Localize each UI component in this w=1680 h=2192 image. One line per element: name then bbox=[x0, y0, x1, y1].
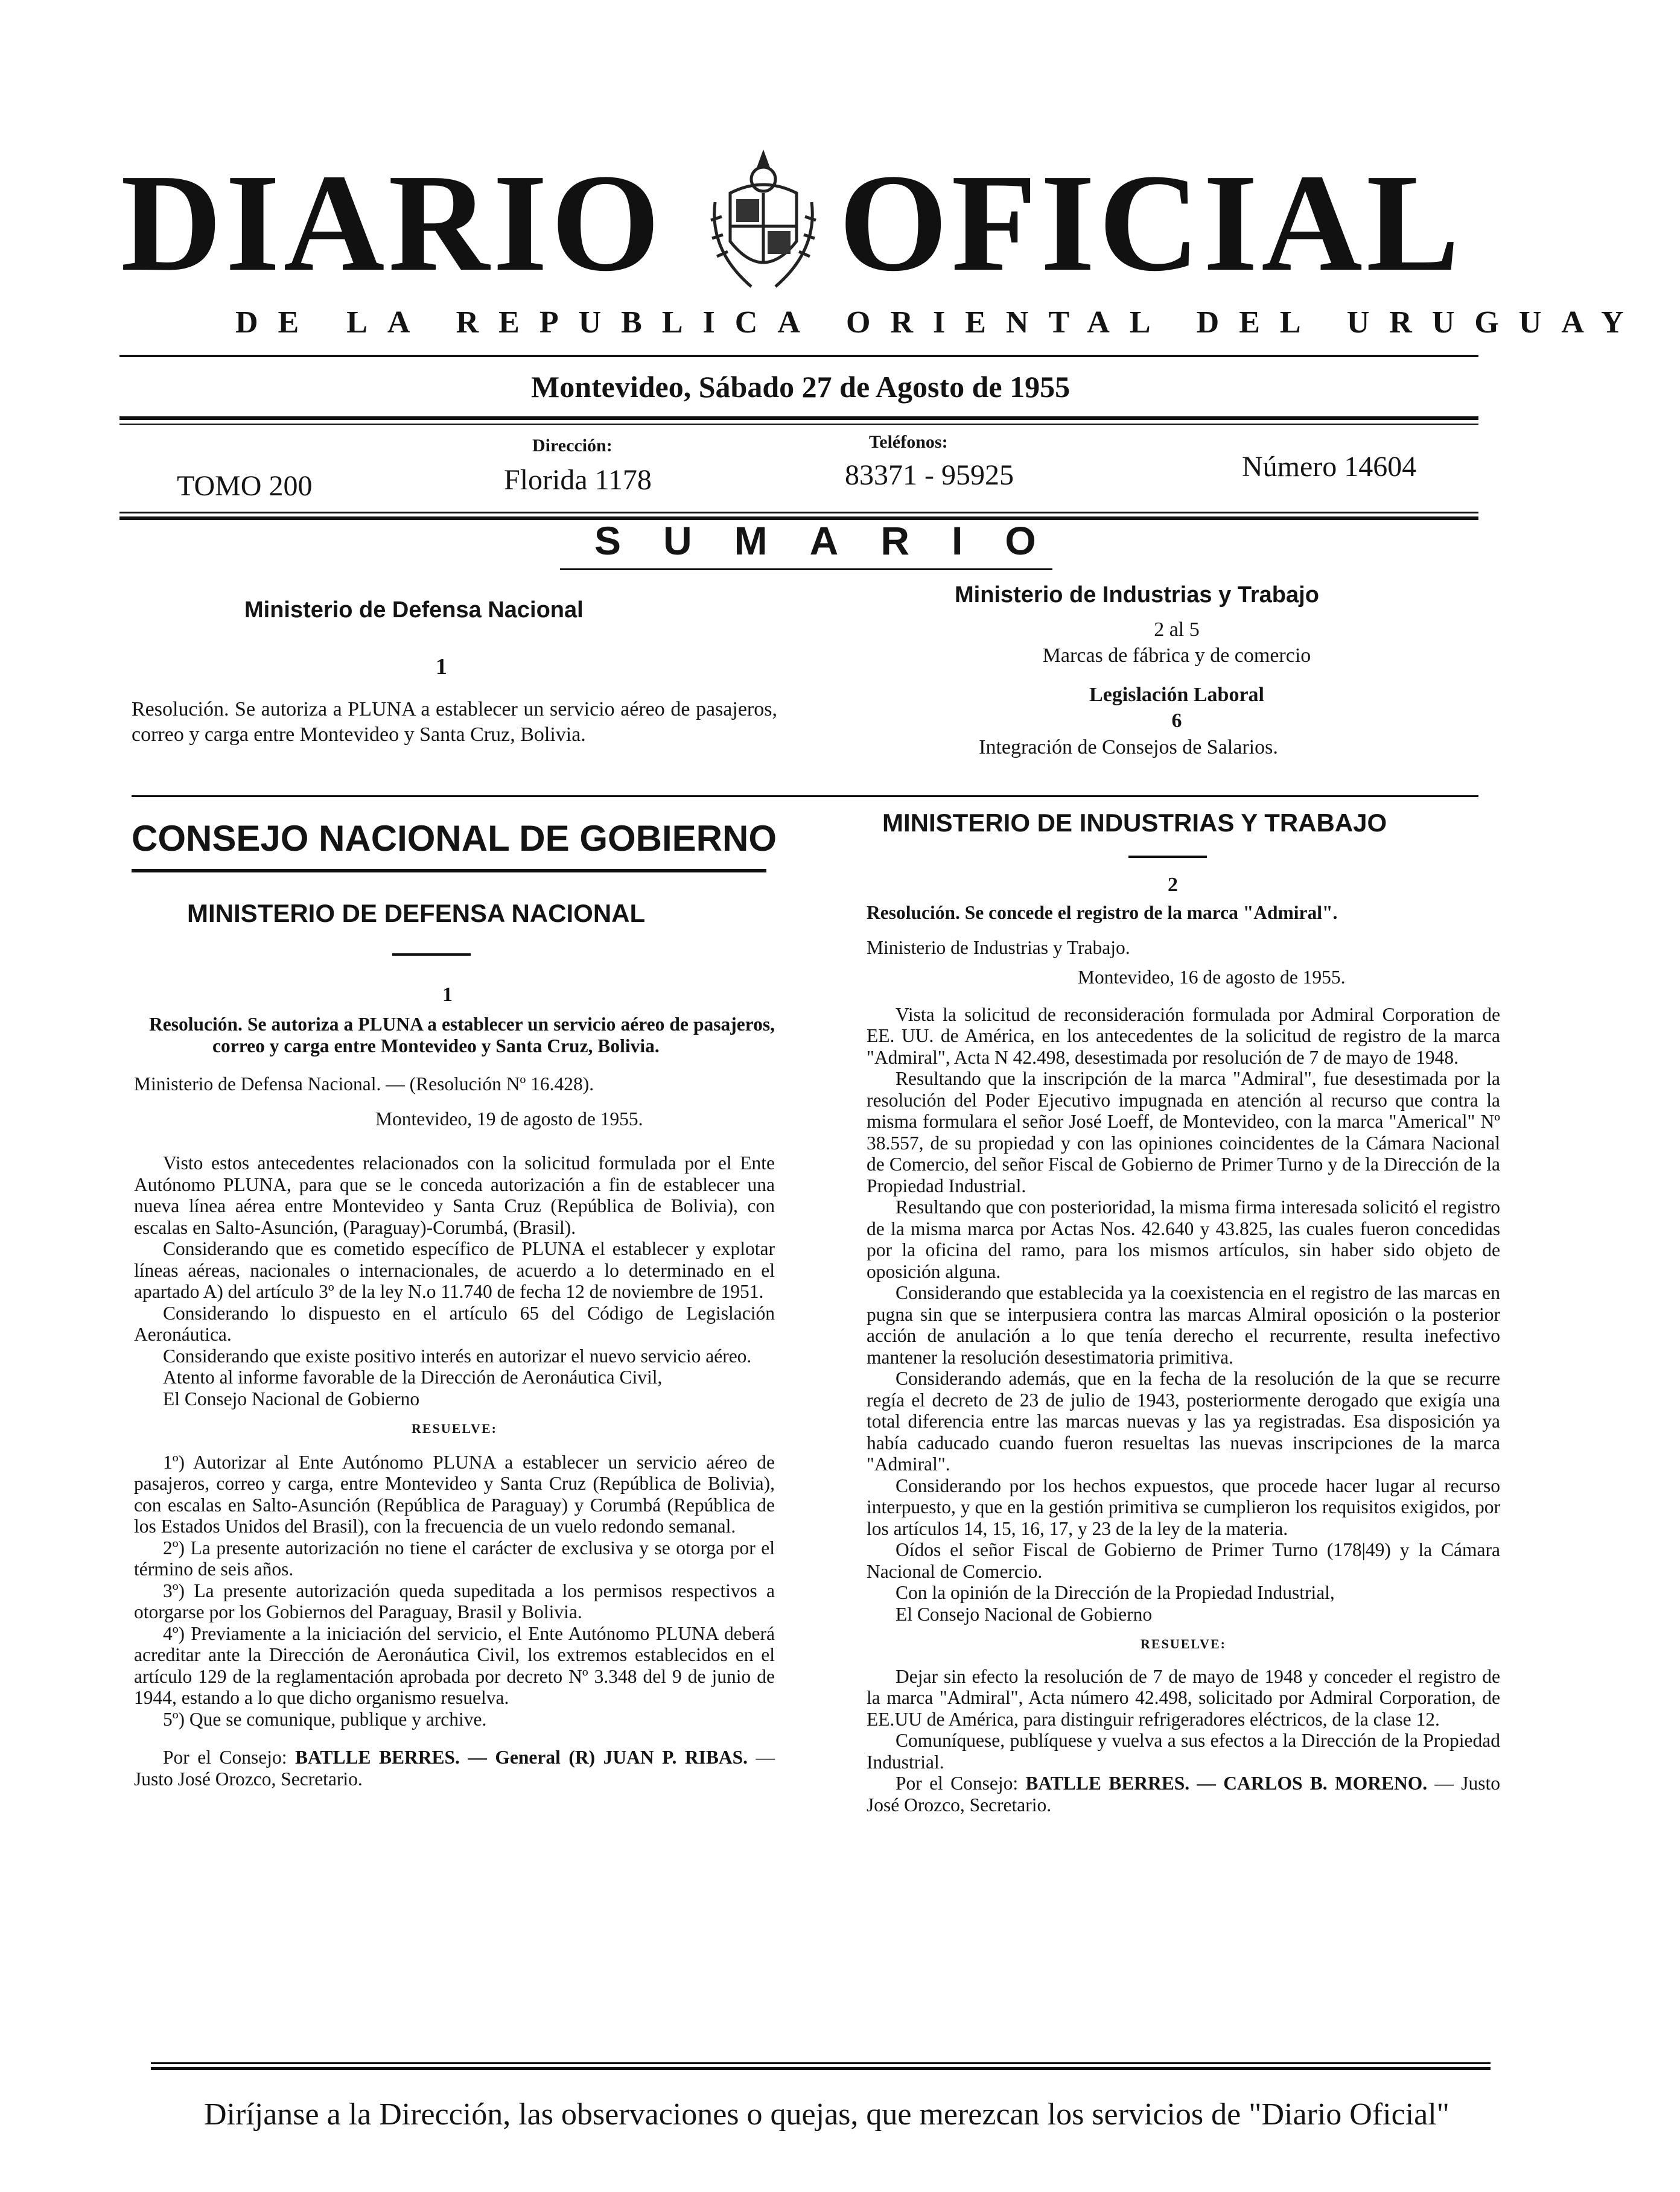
telefonos: 83371 - 95925 bbox=[845, 459, 1014, 491]
summary-legislacion: Legislación Laboral bbox=[1089, 684, 1264, 706]
coat-of-arms-icon bbox=[694, 142, 833, 299]
masthead-subtitle: DE LA REPUBLICA ORIENTAL DEL URUGUAY bbox=[235, 305, 1644, 340]
divider bbox=[151, 2062, 1491, 2064]
summary-numbers-2-5: 2 al 5 bbox=[1154, 618, 1200, 641]
direccion: Florida 1178 bbox=[504, 464, 652, 496]
council-heading: CONSEJO NACIONAL DE GOBIERNO bbox=[132, 818, 777, 859]
decision: Dejar sin efecto la resolución de 7 de mayo de 1948 y conceder el registro de la marca "Admiral", Acta número 42.498, solicitado por Admiral Corporation, de EE.UU de América, para distinguir refrigeradores eléctricos, de la clase 12. bbox=[867, 1665, 1500, 1730]
divider bbox=[560, 568, 1052, 570]
summary-ministry-industrias: Ministerio de Industrias y Trabajo bbox=[955, 582, 1319, 608]
article: 5º) Que se comunique, publique y archive. bbox=[163, 1708, 487, 1730]
signature-names: BATLLE BERRES. — CARLOS B. MORENO. bbox=[1025, 1773, 1428, 1794]
signature-lead: Por el Consejo: bbox=[163, 1747, 287, 1768]
resolution-number-2: 2 bbox=[1168, 874, 1178, 896]
paragraph: Visto estos antecedentes relacionados con la solicitud formulada por el Ente Autónomo PLUNA, para que se le conceda autorización a fin de establecer una nueva línea aérea entre Montevideo y Santa Cruz (República de Bolivia), con escalas en Salto-Asunción, (Paraguay)-Corumbá, (Brasil). bbox=[134, 1152, 775, 1238]
article: 1º) Autorizar al Ente Autónomo PLUNA a establecer un servicio aéreo de pasajeros, correo y carga, entre Montevideo y Santa Cruz (República de Bolivia), con escalas en Salto-Asunción (República de Paraguay) y Corumbá (República de los Estados Unidos del Brasil), con la frecuencia de un vuelo redondo semanal. bbox=[134, 1451, 775, 1537]
resolution-date-2: Montevideo, 16 de agosto de 1955. bbox=[1078, 967, 1346, 988]
resolution-ref-1: Ministerio de Defensa Nacional. — (Resolución Nº 16.428). bbox=[134, 1073, 594, 1094]
right-column-body bbox=[867, 902, 1500, 1816]
paragraph: Oídos el señor Fiscal de Gobierno de Primer Turno (178|49) y la Cámara Nacional de Comercio. bbox=[867, 1539, 1500, 1582]
signature-2 bbox=[867, 1773, 1500, 1816]
summary-ministry-defensa: Ministerio de Defensa Nacional bbox=[244, 597, 584, 623]
summary-number-6: 6 bbox=[1171, 710, 1182, 732]
closing: Comuníquese, publíquese y vuelva a sus efectos a la Dirección de la Propiedad Industrial. bbox=[867, 1730, 1500, 1773]
divider bbox=[132, 795, 1478, 797]
resolution-heading-1: Resolución. Se autoriza a PLUNA a establecer un servicio aéreo de pasajeros, correo y carga entre Montevideo y Santa Cruz, Bolivia. bbox=[149, 1014, 775, 1056]
paragraph: Vista la solicitud de reconsideración formulada por Admiral Corporation de EE. UU. de América, en los antecedentes de la solicitud de registro de la marca "Admiral", Acta N 42.498, desestimada por resolución de 7 de mayo de 1948. bbox=[867, 1003, 1500, 1068]
summary-number-1: 1 bbox=[436, 654, 447, 679]
ministry-defensa-heading: MINISTERIO DE DEFENSA NACIONAL bbox=[187, 899, 646, 927]
masthead-title-left: DIARIO bbox=[121, 145, 664, 300]
paragraph: Considerando que es cometido específico de PLUNA el establecer y explotar líneas aéreas, nacionales o internacionales, de acuerdo a lo determinado en el apartado A) del artículo 3º de la ley N.o 11.740 de fecha 12 de noviembre de 1951. bbox=[134, 1238, 775, 1302]
signature-tail: —Justo José Orozco, Secretario. bbox=[134, 1747, 775, 1790]
resolution-ref-2: Ministerio de Industrias y Trabajo. bbox=[867, 936, 1130, 958]
signature-1 bbox=[134, 1747, 775, 1790]
paragraph: Con la opinión de la Dirección de la Propiedad Industrial, bbox=[896, 1582, 1335, 1603]
summary-text-1: Resolución. Se autoriza a PLUNA a establecer un servicio aéreo de pasajeros, correo y carga entre Montevideo y Santa Cruz, Bolivia. bbox=[132, 698, 777, 746]
article: 2º) La presente autorización no tiene el carácter de exclusiva y se otorga por el término de seis años. bbox=[134, 1537, 775, 1580]
signature-lead: Por el Consejo: bbox=[896, 1773, 1019, 1794]
telefonos-label: Teléfonos: bbox=[869, 432, 948, 452]
signature-tail: — Justo José Orozco, Secretario. bbox=[867, 1773, 1500, 1816]
sumario-title: SUMARIO bbox=[594, 518, 1078, 563]
divider bbox=[151, 2067, 1491, 2070]
masthead-title-right: OFICIAL bbox=[839, 145, 1463, 300]
tomo: TOMO 200 bbox=[177, 470, 313, 502]
divider bbox=[132, 869, 766, 872]
paragraph: Resultando que con posterioridad, la misma firma interesada solicitó el registro de la misma marca por Actas Nos. 42.640 y 43.825, las cuales fueron concedidas por la oficina del ramo, para los mismos artículos, sin haber sido objeto de oposición alguna. bbox=[867, 1196, 1500, 1282]
resuelve-label: RESUELVE: bbox=[1141, 1636, 1226, 1651]
ministry-industrias-heading: MINISTERIO DE INDUSTRIAS Y TRABAJO bbox=[882, 808, 1387, 837]
paragraph: Resultando que la inscripción de la marca "Admiral", fue desestimada por la resolución del Poder Ejecutivo impugnada en atención al recurso que contra la misma formulara el señor José Loeff, de Montevideo, con la marca "Americal" Nº 38.557, de su propiedad y con las opiniones coincidentes de la Cámara Nacional de Comercio, del señor Fiscal de Gobierno de Primer Turno y de la Dirección de la Propiedad Industrial. bbox=[867, 1068, 1500, 1196]
resolution-date-1: Montevideo, 19 de agosto de 1955. bbox=[375, 1108, 643, 1129]
article: 4º) Previamente a la iniciación del servicio, el Ente Autónomo PLUNA deberá acreditar ante la Dirección de Aeronáutica Civil, los extremos establecidos en el artículo 129 de la reglamentación aprobada por decreto Nº 3.348 del 9 de junio de 1944, estando a lo que dicho organismo resuelva. bbox=[134, 1622, 775, 1708]
paragraph: Considerando que establecida ya la coexistencia en el registro de las marcas en pugna sin que se interpusiera contra las marcas Almiral oposición o la posterior acción de anulación a lo que tenía derecho el recurrente, resulta inefectivo mantener la resolución desestimatoria primitiva. bbox=[867, 1282, 1500, 1368]
left-column-body bbox=[134, 1014, 775, 1790]
paragraph: Atento al informe favorable de la Dirección de Aeronáutica Civil, bbox=[163, 1367, 663, 1388]
numero: Número 14604 bbox=[1242, 451, 1417, 483]
paragraph: Considerando además, que en la fecha de la resolución de la que se recurre regía el decreto de 23 de julio de 1943, posteriormente derogado que exigía una total diferencia entre las marcas nuevas y las ya registradas. Esa disposición ya había caducado cuando fueron resueltas las nuevas inscripciones de la marca "Admiral". bbox=[867, 1368, 1500, 1475]
summary-integracion: Integración de Consejos de Salarios. bbox=[979, 736, 1278, 758]
article: 3º) La presente autorización queda supeditada a los permisos respectivos a otorgarse por los Gobiernos del Paraguay, Brasil y Bolivia. bbox=[134, 1580, 775, 1622]
paragraph: El Consejo Nacional de Gobierno bbox=[896, 1603, 1153, 1625]
footer-notice: Diríjanse a la Dirección, las observaciones o quejas, que merezcan los servicios de "Diario Oficial" bbox=[204, 2097, 1449, 2132]
resuelve-label: RESUELVE: bbox=[412, 1421, 497, 1436]
divider bbox=[119, 355, 1478, 357]
paragraph: Considerando por los hechos expuestos, que procede hacer lugar al recurso interpuesto, y que en la gestión primitiva se cumplieron los requisitos exigidos, por los artículos 14, 15, 16, 17, y 23 de la ley de la materia. bbox=[867, 1475, 1500, 1539]
paragraph: El Consejo Nacional de Gobierno bbox=[163, 1388, 420, 1409]
dateline: Montevideo, Sábado 27 de Agosto de 1955 bbox=[531, 370, 1071, 404]
divider bbox=[119, 424, 1478, 425]
signature-names: BATLLE BERRES. — General (R) JUAN P. RIBAS. bbox=[295, 1747, 748, 1768]
paragraph: Considerando que existe positivo interés en autorizar el nuevo servicio aéreo. bbox=[163, 1345, 752, 1367]
divider bbox=[119, 416, 1478, 420]
resolution-number-1: 1 bbox=[442, 983, 453, 1006]
divider bbox=[1128, 856, 1207, 858]
paragraph: Considerando lo dispuesto en el artículo 65 del Código de Legislación Aeronáutica. bbox=[134, 1302, 775, 1345]
summary-marcas: Marcas de fábrica y de comercio bbox=[1042, 644, 1311, 667]
masthead bbox=[121, 145, 1484, 300]
direccion-label: Dirección: bbox=[532, 436, 612, 456]
divider bbox=[119, 512, 1478, 513]
resolution-heading-2: Resolución. Se concede el registro de la marca "Admiral". bbox=[867, 902, 1338, 923]
divider bbox=[392, 953, 471, 956]
